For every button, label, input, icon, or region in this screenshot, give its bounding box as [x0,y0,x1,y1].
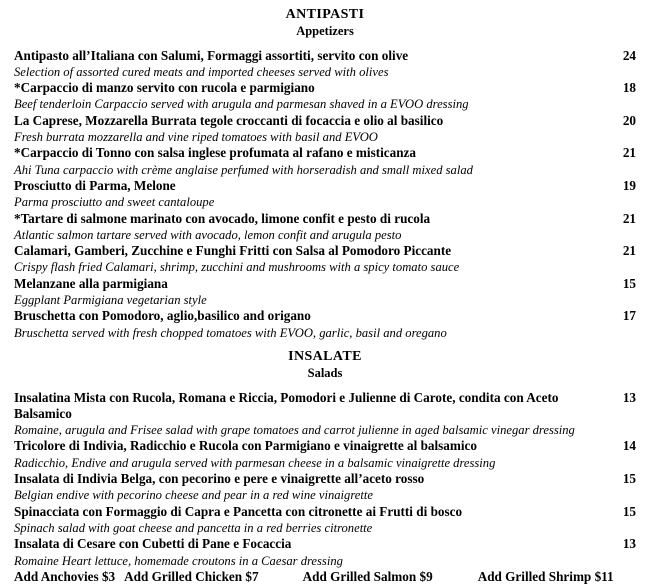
item-description: Eggplant Parmigiana vegetarian style [14,293,207,308]
item-name: Spinacciata con Formaggio di Capra e Pancetta con citronette ai Frutti di bosco [14,503,463,519]
item-name-row [14,276,636,292]
item-name-row [14,243,636,259]
menu-item-list-antipasti [14,48,636,341]
spacer [259,569,303,585]
item-price: 19 [622,177,636,193]
section-heading-insalate [14,349,636,382]
item-price: 15 [622,275,636,291]
item-description: Atlantic salmon tartare served with avocado, lemon confit and arugula pesto [14,227,402,242]
item-name-row [14,504,636,520]
item-price: 21 [622,145,636,161]
menu-item[interactable] [14,48,636,81]
spacer [433,569,478,585]
section-heading-antipasti [14,0,636,40]
section-title-italian: INSALATE [288,348,362,364]
item-name: Insalata di Cesare con Cubetti di Pane e Focaccia [14,536,292,552]
item-price: 15 [622,471,636,487]
item-description: Belgian endive with pecorino cheese and pear in a red wine vinaigrette [14,488,373,503]
menu-item[interactable] [14,504,636,537]
menu-item[interactable] [14,438,636,471]
item-description: Romaine, arugula and Frisee salad with grape tomatoes and carrot julienne in aged balsamic vinegar dressing [14,423,575,438]
spacer [14,341,636,349]
item-description: Bruschetta served with fresh chopped tomatoes with EVOO, garlic, basil and oregano [14,325,447,340]
menu-item[interactable] [14,80,636,113]
item-description: Spinach salad with goat cheese and pancetta in a red berries citronette [14,520,373,535]
menu-item[interactable] [14,308,636,341]
item-description: Romaine Heart lettuce, homemade croutons in a Caesar dressing [14,553,343,568]
salad-addons-row [14,569,636,585]
item-name-row [14,145,636,161]
item-description: Selection of assorted cured meats and imported cheeses served with olives [14,64,389,79]
item-price: 20 [622,112,636,128]
item-name-row [14,438,636,454]
item-name: *Carpaccio di Tonno con salsa inglese profumata al rafano e misticanza [14,145,416,161]
item-description: Radicchio, Endive and arugula served with parmesan cheese in a balsamic vinaigrette dressing [14,455,496,470]
item-price: 21 [622,243,636,259]
item-name-row [14,113,636,129]
item-name-row [14,178,636,194]
item-price: 14 [622,438,636,454]
item-name: Prosciutto di Parma, Melone [14,177,176,193]
section-title-italian: ANTIPASTI [285,7,365,22]
item-name: La Caprese, Mozzarella Burrata tegole croccanti di focaccia e olio al basilico [14,112,444,128]
item-price: 13 [622,536,636,552]
menu-item[interactable] [14,471,636,504]
item-description: Beef tenderloin Carpaccio served with arugula and parmesan shaved in a EVOO dressing [14,97,469,112]
item-name-row [14,211,636,227]
addon-grilled-chicken[interactable]: Add Grilled Chicken $7 [124,568,259,584]
menu-item[interactable] [14,178,636,211]
menu-item[interactable] [14,113,636,146]
menu-item[interactable] [14,276,636,309]
menu-item-list-insalate [14,390,636,569]
item-price: 17 [622,308,636,324]
item-price: 24 [622,47,636,63]
addon-anchovies[interactable]: Add Anchovies $3 [14,568,116,584]
section-title-english: Salads [307,366,343,381]
item-price: 15 [622,503,636,519]
item-name: *Tartare di salmone marinato con avocado, limone confit e pesto di rucola [14,210,431,226]
item-name-row [14,390,636,423]
item-name: Tricolore di Indivia, Radicchio e Rucola con Parmigiano e vinaigrette al balsamico [14,438,477,454]
item-name: Insalatina Mista con Rucola, Romana e Riccia, Pomodori e Julienne di Carote, condita con Aceto Balsamico [14,389,559,421]
spacer [14,382,636,390]
item-price: 13 [622,389,636,405]
menu-item[interactable] [14,536,636,569]
menu-item[interactable] [14,211,636,244]
menu-item[interactable] [14,390,636,439]
item-name-row [14,80,636,96]
addon-grilled-salmon[interactable]: Add Grilled Salmon $9 [302,568,433,584]
item-name: Melanzane alla parmigiana [14,275,168,291]
item-description: Crispy flash fried Calamari, shrimp, zucchini and mushrooms with a spicy tomato sauce [14,260,460,275]
item-description: Fresh burrata mozzarella and vine riped tomatoes with basil and EVOO [14,130,378,145]
item-price: 21 [622,210,636,226]
spacer [14,40,636,48]
item-name-row [14,48,636,64]
item-name: *Carpaccio di manzo servito con rucola e parmigiano [14,80,315,96]
item-description: Parma prosciutto and sweet cantaloupe [14,195,215,210]
item-name-row [14,471,636,487]
menu-item[interactable] [14,243,636,276]
item-description: Ahi Tuna carpaccio with crème anglaise perfumed with horseradish and small mixed salad [14,162,473,177]
item-name-row [14,536,636,552]
menu-item[interactable] [14,145,636,178]
item-name: Calamari, Gamberi, Zucchine e Funghi Fritti con Salsa al Pomodoro Piccante [14,243,452,259]
item-name: Antipasto all’Italiana con Salumi, Formaggi assortiti, servito con olive [14,47,409,63]
spacer [115,569,124,585]
item-name-row [14,308,636,324]
item-name: Bruschetta con Pomodoro, aglio,basilico and origano [14,308,311,324]
item-name: Insalata di Indivia Belga, con pecorino e pere e vinaigrette all’aceto rosso [14,471,425,487]
section-title-english: Appetizers [296,24,354,39]
addon-grilled-shrimp[interactable]: Add Grilled Shrimp $11 [477,568,614,584]
item-price: 18 [622,80,636,96]
